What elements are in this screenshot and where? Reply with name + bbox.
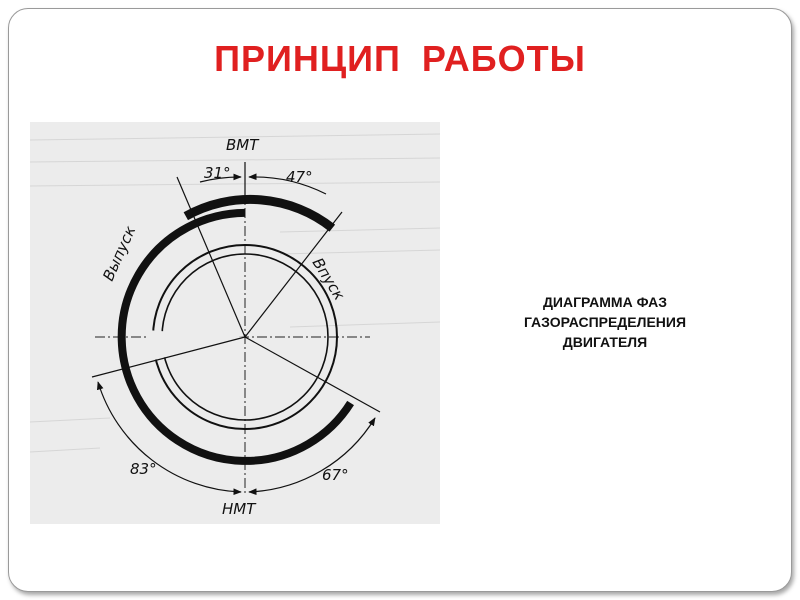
exhaust-label: Выпуск bbox=[99, 223, 140, 284]
caption-line-3: ДВИГАТЕЛЯ bbox=[562, 334, 648, 350]
intake-label: Впуск bbox=[308, 254, 349, 304]
intake-outer-arc bbox=[186, 199, 332, 228]
diagram-caption bbox=[490, 292, 720, 352]
angle-31-label: 31° bbox=[204, 164, 231, 182]
caption-line-1: ДИАГРАММА ФАЗ bbox=[542, 294, 668, 310]
bdc-label: НМТ bbox=[222, 500, 256, 518]
diagram-svg bbox=[30, 122, 440, 524]
background-texture bbox=[30, 134, 440, 452]
angle-47-label: 47° bbox=[286, 168, 313, 186]
tdc-label: ВМТ bbox=[226, 136, 259, 154]
inner-gap-left bbox=[146, 330, 245, 362]
angle-83-label: 83° bbox=[130, 460, 157, 478]
valve-timing-diagram bbox=[30, 122, 440, 524]
angle-67-label: 67° bbox=[322, 466, 349, 484]
slide-title: ПРИНЦИП РАБОТЫ bbox=[214, 38, 586, 79]
caption-line-2: ГАЗОРАСПРЕДЕЛЕНИЯ bbox=[523, 314, 687, 330]
